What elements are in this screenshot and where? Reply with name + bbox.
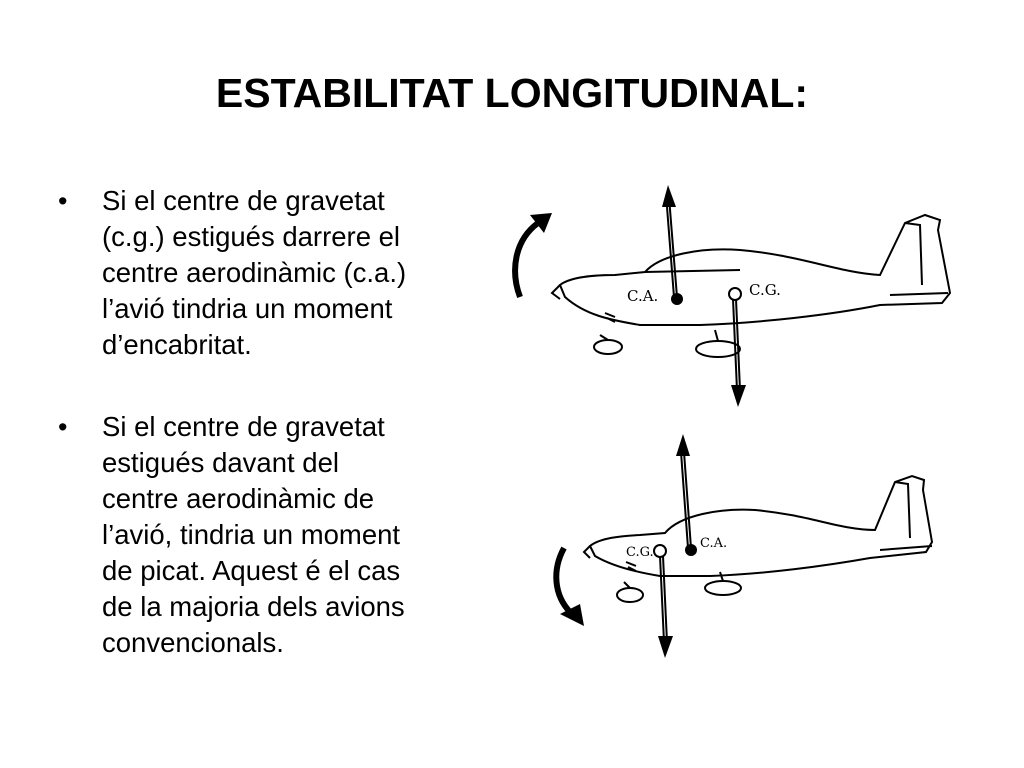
bullet-line: convencionals. bbox=[102, 627, 284, 658]
straight-arrow-icon bbox=[731, 299, 746, 407]
bullet-line: d’encabritat. bbox=[102, 329, 252, 360]
figure-top bbox=[500, 175, 980, 415]
straight-arrow-icon bbox=[658, 556, 673, 658]
bullet-line: de la majoria dels avions bbox=[102, 591, 405, 622]
bullet-line: de picat. Aquest é el cas bbox=[102, 555, 401, 586]
cg-label: C.G. bbox=[749, 281, 781, 299]
straight-arrow-icon bbox=[662, 185, 677, 297]
airplane-icon bbox=[584, 476, 932, 602]
cg-label: C.G. bbox=[626, 545, 654, 560]
bullet-line: Si el centre de gravetat bbox=[102, 185, 385, 216]
ca-label: C.A. bbox=[627, 287, 659, 305]
cg-point bbox=[729, 288, 741, 300]
bullet-line: l’avió, tindria un moment bbox=[102, 519, 401, 550]
bullet-line: (c.g.) estigués darrere el bbox=[102, 221, 401, 252]
figure-bottom bbox=[540, 430, 960, 670]
bullet-list bbox=[58, 183, 498, 707]
ca-point bbox=[671, 293, 683, 305]
straight-arrow-icon bbox=[676, 434, 691, 548]
bullet-line: centre aerodinàmic (c.a.) bbox=[102, 257, 407, 288]
figure-top-svg bbox=[500, 175, 980, 415]
bullet-marker: • bbox=[58, 186, 68, 216]
bullet-marker: • bbox=[58, 412, 68, 442]
cg-point bbox=[654, 545, 666, 557]
curved-arrow-icon bbox=[515, 213, 552, 297]
figure-bottom-svg bbox=[540, 430, 960, 670]
bullet-line: centre aerodinàmic de bbox=[102, 483, 375, 514]
bullet-line: Si el centre de gravetat bbox=[102, 411, 385, 442]
bullet-item-1 bbox=[58, 183, 498, 363]
bullet-item-2 bbox=[58, 409, 498, 661]
slide-title: ESTABILITAT LONGITUDINAL: bbox=[215, 70, 809, 116]
bullet-line: l’avió tindria un moment bbox=[102, 293, 393, 324]
ca-label: C.A. bbox=[700, 536, 728, 551]
bullet-line: estigués davant del bbox=[102, 447, 339, 478]
curved-arrow-icon bbox=[556, 548, 584, 626]
ca-point bbox=[685, 544, 697, 556]
